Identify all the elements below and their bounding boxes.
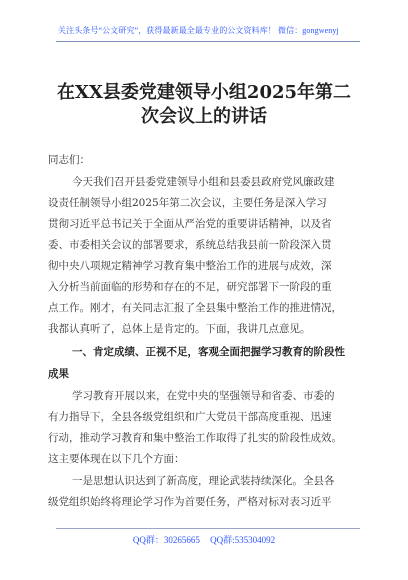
- paragraph-1-line: 贯彻习近平总书记关于全面从严治党的重要讲话精神，以及省: [48, 218, 332, 230]
- document-title-line-1: 在XX县委党建领导小组2025年第二: [56, 82, 352, 103]
- footer-divider: [56, 528, 360, 529]
- paragraph-1-line: 今天我们召开县委党建领导小组和县委县政府党风廉政建: [72, 176, 335, 188]
- paragraph-3-line: 级党组织始终将理论学习作为首要任务，严格对标对表习近平: [48, 496, 332, 508]
- document-title-line-2: 次会议上的讲话: [141, 106, 267, 127]
- paragraph-1-line: 我都认真听了，总体上是肯定的。下面，我讲几点意见。: [48, 323, 311, 335]
- paragraph-1-line: 委、市委相关会议的部署要求，系统总结我县前一阶段深入贯: [48, 239, 332, 251]
- section-heading-line: 成果: [48, 368, 69, 380]
- paragraph-2-line: 学习教育开展以来，在党中央的坚强领导和省委、市委的: [72, 390, 335, 402]
- paragraph-2-line: 这主要体现在以下几个方面：: [48, 453, 185, 465]
- footer-qq-group-2: QQ群:535304092: [210, 535, 276, 545]
- footer-qq-group-1: QQ群：30265665: [132, 535, 200, 545]
- paragraph-1-line: 彻中央八项规定精神学习教育集中整治工作的进展与成效，深: [48, 260, 332, 272]
- paragraph-2-line: 有力指导下，全县各级党组织和广大党员干部高度重视、迅速: [48, 411, 332, 423]
- paragraph-2-line: 行动，推动学习教育和集中整治工作取得了扎实的阶段性成效。: [48, 432, 342, 444]
- footer-contact: [118, 535, 290, 546]
- paragraph-3-line: 一是思想认识达到了新高度，理论武装持续深化。全县各: [72, 475, 335, 487]
- section-heading-line: 一、肯定成绩、正视不足，客观全面把握学习教育的阶段性: [72, 346, 345, 358]
- header-divider: [56, 41, 360, 42]
- header-banner: 关注头条号“公文研究”，获得最新最全最专业的公文资料库！ 微信：gongwenyj: [58, 26, 339, 35]
- paragraph-1-line: 入分析当前面临的形势和存在的不足，研究部署下一阶段的重: [48, 281, 332, 293]
- paragraph-1-line: 点工作。刚才，有关同志汇报了全县集中整治工作的推进情况，: [48, 302, 342, 314]
- salutation: 同志们：: [48, 154, 90, 166]
- paragraph-1-line: 设责任制领导小组2025年第二次会议，主要任务是深入学习: [48, 197, 327, 209]
